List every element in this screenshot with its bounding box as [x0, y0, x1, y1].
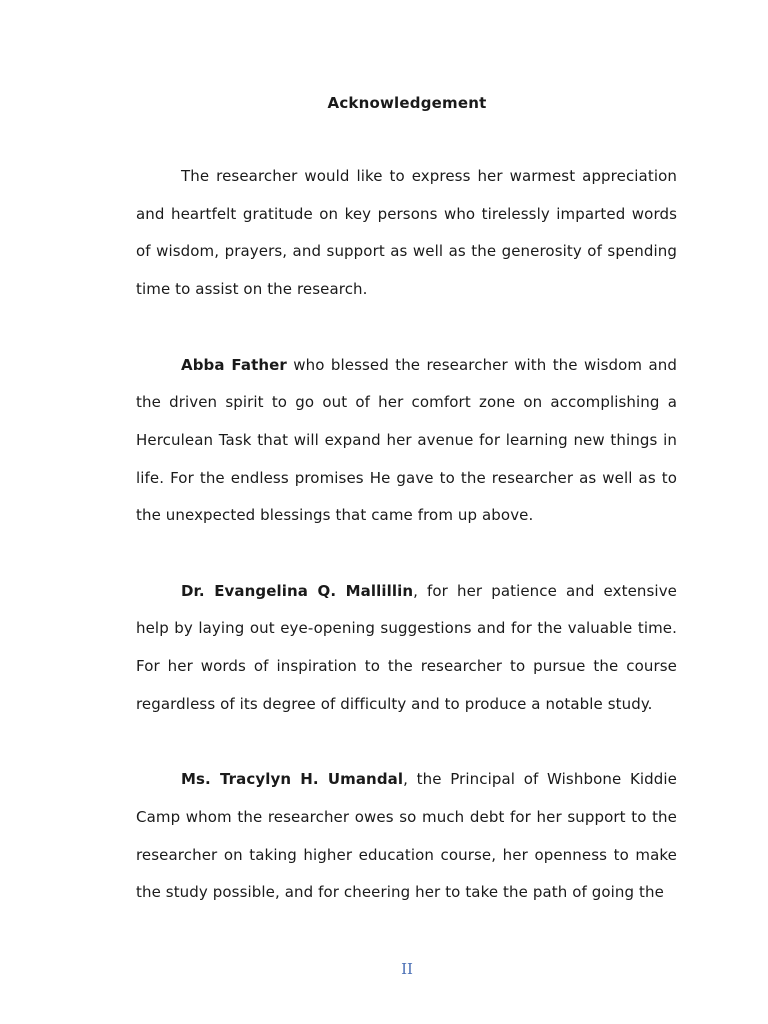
paragraph-mallillin [136, 573, 677, 724]
paragraph-intro [136, 158, 677, 309]
paragraph-text: The researcher would like to express her warmest appreciation and heartfelt gratitude on key persons who tirelessly imparted words of wisdom, prayers, and support as well as the generosity of spending time to assist on the research. [136, 167, 677, 299]
paragraph-lead: Dr. Evangelina Q. Mallillin [181, 581, 414, 600]
paragraph-lead: Abba Father [181, 355, 287, 374]
document-body [136, 158, 677, 912]
page-number: II [401, 960, 413, 978]
paragraph-text: , the Principal of Wishbone Kiddie Camp whom the researcher owes so much debt for her support to the researcher on taking higher education course, her openness to make the study possible, and for cheering her to take the path of going the [136, 770, 677, 902]
paragraph-text: , for her patience and extensive help by laying out eye-opening suggestions and for the valuable time. For her words of inspiration to the researcher to pursue the course regardless of its degree of difficulty and to produce a notable study. [136, 581, 677, 713]
paragraph-abba-father [136, 347, 677, 536]
paragraph-umandal [136, 761, 677, 912]
paragraph-lead: Ms. Tracylyn H. Umandal [181, 770, 404, 789]
paragraph-text: who blessed the researcher with the wisdom and the driven spirit to go out of her comfort zone on accomplishing a Herculean Task that will expand her avenue for learning new things in life. For the endless promises He gave to the researcher as well as to the unexpected blessings that came from up above. [136, 355, 677, 525]
page-title: Acknowledgement [327, 94, 487, 112]
